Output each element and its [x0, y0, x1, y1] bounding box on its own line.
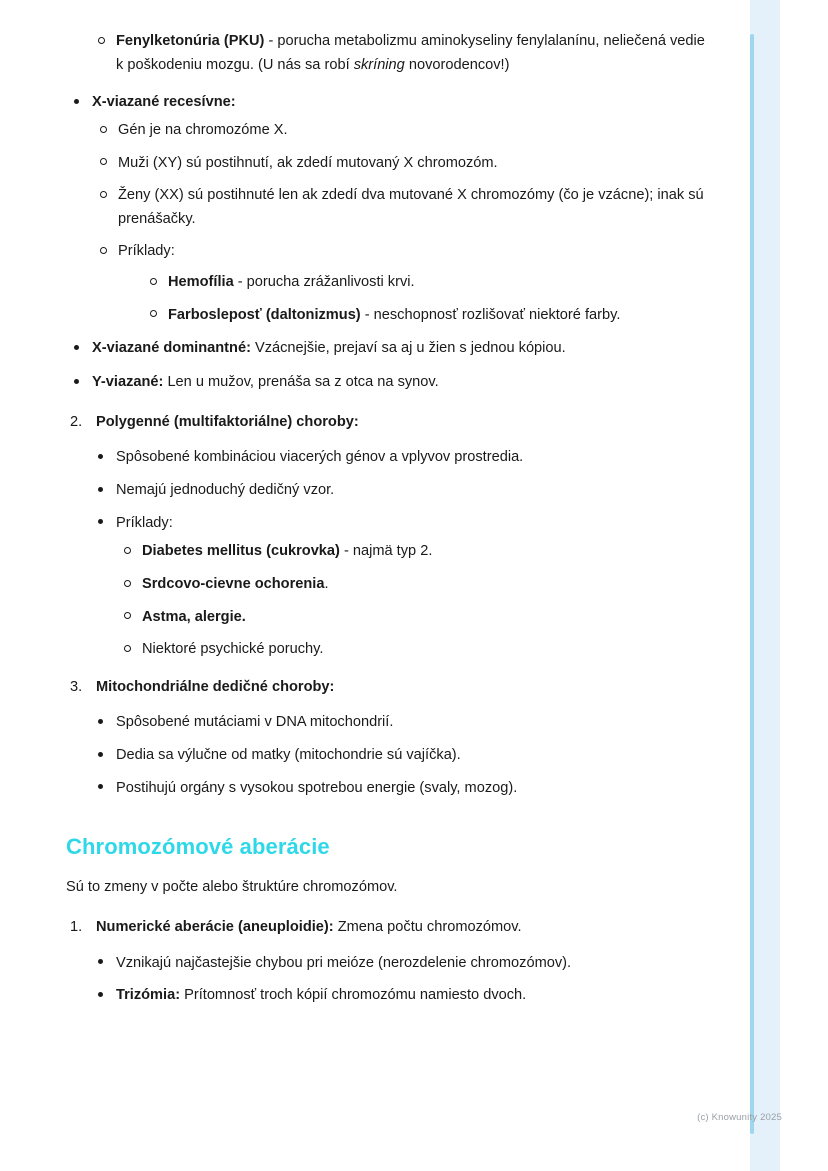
polygenic-points	[90, 446, 710, 661]
example-hemofilia-rest: - porucha zrážanlivosti krvi.	[233, 274, 415, 291]
list-item	[66, 371, 710, 395]
bullet-icon	[98, 744, 103, 768]
bullet-icon	[98, 711, 103, 735]
list-item	[90, 952, 710, 976]
x-recessive-examples-label: Príklady:	[118, 243, 175, 260]
polygenic-examples-label: Príklady:	[116, 514, 173, 531]
mitochondrial-title-text: Mitochondriálne dedičné choroby:	[96, 678, 335, 695]
aberrations-section	[66, 916, 710, 940]
example-farbosleposť-term: Farbosleposť (daltonizmus)	[168, 306, 361, 323]
scroll-strip	[750, 0, 828, 1171]
x-recessive-examples	[142, 271, 710, 327]
hollow-bullet-icon	[100, 119, 107, 143]
example-astma-term: Astma	[142, 608, 187, 625]
list-item	[66, 411, 710, 435]
polygenic-point-1: Spôsobené kombináciou viacerých génov a vplyvov prostredia.	[116, 449, 524, 466]
section-intro: Sú to zmeny v počte alebo štruktúre chromozómov.	[66, 879, 398, 896]
pku-rest-2: novorodencov!)	[404, 56, 510, 73]
numeric-aberrations-text	[96, 916, 710, 940]
list-item	[90, 711, 710, 735]
list-number: 2.	[70, 413, 83, 430]
x-recessive-point-1: Gén je na chromozóme X.	[118, 121, 288, 138]
list-item	[90, 512, 710, 662]
list-item	[90, 984, 710, 1008]
polygenic-section	[66, 411, 710, 435]
list-number: 1.	[70, 919, 83, 936]
numeric-aberrations-rest: Zmena počtu chromozómov.	[333, 919, 522, 936]
mitochondrial-point-1: Spôsobené mutáciami v DNA mitochondrií.	[116, 714, 394, 731]
list-item	[66, 676, 710, 700]
example-cardiovascular	[142, 573, 710, 597]
list-item	[90, 446, 710, 470]
list-item	[92, 240, 710, 327]
mitochondrial-point-2: Dedia sa výlučne od matky (mitochondrie sú vajíčka).	[116, 747, 461, 764]
hollow-bullet-icon	[150, 304, 157, 328]
example-hemofilia	[168, 271, 710, 295]
list-item	[90, 777, 710, 801]
hollow-bullet-icon	[124, 638, 131, 662]
hollow-bullet-icon	[124, 606, 131, 630]
list-item	[142, 304, 710, 328]
mitochondrial-section	[66, 676, 710, 700]
y-linked-text	[92, 371, 710, 395]
list-item	[116, 573, 710, 597]
aberration-point-2	[116, 984, 710, 1008]
example-cardiovascular-rest: .	[324, 575, 329, 592]
hollow-bullet-icon	[124, 540, 131, 564]
list-item	[116, 606, 710, 630]
hollow-bullet-icon	[98, 30, 105, 54]
trizomia-rest: Prítomnosť troch kópií chromozómu namiesto dvoch.	[180, 987, 527, 1004]
x-dominant-term: X-viazané dominantné:	[92, 340, 251, 357]
pku-term: Fenylketonúria (PKU)	[116, 33, 265, 49]
example-diabetes	[142, 540, 710, 564]
numeric-aberrations-term: Numerické aberácie (aneuploidie):	[96, 919, 334, 936]
bullet-icon	[98, 512, 103, 536]
bullet-icon	[98, 984, 103, 1008]
example-astma-rest: , alergie.	[186, 608, 246, 625]
x-dominant-rest: Vzácnejšie, prejaví sa aj u žien s jednou kópiou.	[250, 340, 566, 357]
polygenic-point-2: Nemajú jednoduchý dedičný vzor.	[116, 481, 335, 498]
aberrations-points	[90, 952, 710, 1008]
example-hemofilia-term: Hemofília	[168, 274, 234, 291]
copyright-watermark: (c) Knowunity 2025	[697, 1112, 782, 1123]
list-item	[90, 479, 710, 503]
list-item	[90, 30, 710, 77]
polygenic-title-text: Polygenné (multifaktoriálne) choroby:	[96, 413, 359, 430]
list-item	[116, 638, 710, 662]
pku-list	[90, 30, 710, 77]
x-recessive-list	[66, 91, 710, 394]
polygenic-title	[96, 411, 710, 435]
list-item	[66, 916, 710, 940]
example-farbosleposť	[168, 304, 710, 328]
trizomia-term: Trizómia:	[116, 987, 181, 1004]
list-item	[142, 271, 710, 295]
list-item	[92, 152, 710, 176]
hollow-bullet-icon	[124, 573, 131, 597]
list-item	[66, 91, 710, 327]
example-astma	[142, 606, 710, 630]
scroll-thumb[interactable]	[750, 34, 754, 1134]
mitochondrial-points	[90, 711, 710, 800]
list-item	[90, 744, 710, 768]
bullet-icon	[98, 479, 103, 503]
example-psychic: Niektoré psychické poruchy.	[142, 641, 324, 658]
bullet-icon	[74, 371, 79, 395]
bullet-icon	[98, 777, 103, 801]
example-diabetes-term: Diabetes mellitus (cukrovka)	[142, 543, 340, 560]
pku-italic: skríning	[353, 56, 405, 73]
mitochondrial-point-3: Postihujú orgány s vysokou spotrebou energie (svaly, mozog).	[116, 779, 518, 796]
example-cardiovascular-term: Srdcovo-cievne ochorenia	[142, 575, 325, 592]
hollow-bullet-icon	[100, 184, 107, 208]
polygenic-examples	[116, 540, 710, 662]
x-recessive-point-2: Muži (XY) sú postihnutí, ak zdedí mutovaný X chromozóm.	[118, 154, 498, 171]
example-diabetes-rest: - najmä typ 2.	[339, 543, 433, 560]
hollow-bullet-icon	[150, 271, 157, 295]
scroll-track[interactable]	[750, 0, 780, 1171]
list-item	[66, 337, 710, 361]
y-linked-rest: Len u mužov, prenáša sa z otca na synov.	[163, 374, 439, 391]
list-item	[92, 119, 710, 143]
x-recessive-title-text: X-viazané recesívne:	[92, 94, 236, 111]
x-recessive-point-3: Ženy (XX) sú postihnuté len ak zdedí dva mutované X chromozómy (čo je vzácne); inak sú prenášačky.	[118, 187, 704, 227]
x-recessive-title	[92, 91, 710, 115]
bullet-icon	[74, 91, 79, 115]
aberration-point-1: Vznikajú najčastejšie chybou pri meióze (nerozdelenie chromozómov).	[116, 954, 572, 971]
pku-text	[116, 30, 710, 77]
x-dominant-text	[92, 337, 710, 361]
bullet-icon	[98, 446, 103, 470]
x-recessive-points	[92, 119, 710, 327]
hollow-bullet-icon	[100, 240, 107, 264]
bullet-icon	[98, 952, 103, 976]
list-item	[92, 184, 710, 231]
y-linked-term: Y-viazané:	[92, 374, 164, 391]
mitochondrial-title	[96, 676, 710, 700]
list-item	[116, 540, 710, 564]
pku-rest-1: - porucha metabolizmu aminokyseliny fenylalanínu, neliečená vedie k poškodeniu mozgu. (U nás sa robí	[116, 33, 705, 73]
page-title: Chromozómové aberácie	[66, 834, 330, 860]
hollow-bullet-icon	[100, 152, 107, 176]
list-number: 3.	[70, 678, 83, 695]
bullet-icon	[74, 337, 79, 361]
example-farbosleposť-rest: - neschopnosť rozlišovať niektoré farby.	[360, 306, 621, 323]
